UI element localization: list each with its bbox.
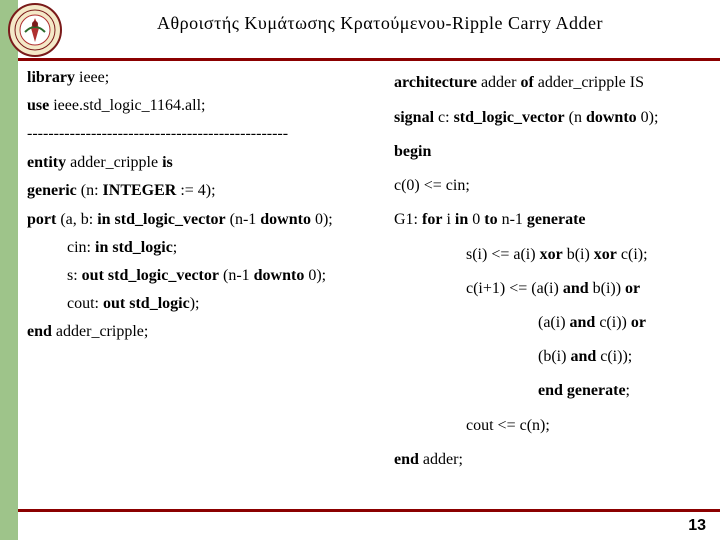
vhdl-keyword: std_logic_vector (114, 211, 226, 228)
code-text: s: (67, 267, 82, 284)
code-text: (n (564, 109, 586, 126)
page-number: 13 (688, 517, 706, 534)
code-text: ; (172, 239, 178, 256)
university-seal-icon (0, 0, 70, 60)
vhdl-keyword: end (27, 323, 52, 340)
vhdl-keyword: std_logic (129, 295, 190, 312)
code-text: cin: (67, 239, 95, 256)
architecture-code-line (538, 313, 646, 333)
architecture-code-line (394, 450, 463, 470)
vhdl-keyword: for (422, 211, 443, 228)
entity-code-line (67, 294, 199, 314)
vhdl-keyword: port (27, 211, 57, 228)
code-text: c: (434, 109, 454, 126)
code-text: (a, b: (56, 211, 98, 228)
architecture-code-line (394, 73, 644, 93)
vhdl-keyword: generate (566, 382, 626, 399)
entity-code-line (67, 238, 177, 258)
code-text: (n-1 (225, 211, 261, 228)
vhdl-keyword: downto (253, 267, 305, 284)
vhdl-keyword: architecture (394, 74, 477, 91)
code-text: n-1 (497, 211, 527, 228)
entity-code-line (27, 210, 333, 230)
vhdl-keyword: std_logic_vector (107, 267, 219, 284)
architecture-code-line (394, 142, 431, 162)
vhdl-keyword: xor (539, 246, 563, 263)
code-text: ); (189, 295, 200, 312)
code-text: adder_cripple (66, 154, 163, 171)
vhdl-keyword: signal (394, 109, 435, 126)
entity-code-line (27, 181, 216, 201)
code-text: c(i)) (595, 314, 631, 331)
vhdl-keyword: generic (27, 182, 77, 199)
vhdl-keyword: std_logic (112, 239, 173, 256)
vhdl-keyword: generate (526, 211, 586, 228)
code-text: c(0) <= cin; (394, 177, 470, 194)
vhdl-keyword: is (162, 154, 173, 171)
vhdl-keyword: of (520, 74, 534, 91)
architecture-code-line (466, 245, 648, 265)
vhdl-keyword: begin (394, 143, 432, 160)
architecture-code-line (466, 279, 640, 299)
code-text: ------------------------------------------------- (27, 125, 289, 142)
code-text: b(i)) (588, 280, 626, 297)
code-text: ieee; (75, 69, 110, 86)
architecture-code-line (538, 381, 630, 401)
code-text: ; (625, 382, 630, 399)
code-text: adder_cripple; (51, 323, 149, 340)
code-text: c(i+1) <= (a(i) (466, 280, 563, 297)
vhdl-keyword: entity (27, 154, 67, 171)
code-text: s(i) <= a(i) (466, 246, 540, 263)
vhdl-keyword: and (562, 280, 589, 297)
code-text: adder_cripple IS (533, 74, 644, 91)
code-text: adder (476, 74, 521, 91)
code-text: i (442, 211, 455, 228)
code-text: G1: (394, 211, 422, 228)
entity-code-line (67, 266, 326, 286)
code-text: 0); (636, 109, 659, 126)
entity-code-line (27, 124, 288, 144)
architecture-code-line (466, 416, 550, 436)
vhdl-keyword: in (95, 239, 109, 256)
code-text: (a(i) (538, 314, 570, 331)
title-divider (18, 58, 720, 61)
vhdl-keyword: downto (585, 109, 637, 126)
code-text: 0 (468, 211, 485, 228)
code-text: (b(i) (538, 348, 571, 365)
footer-divider (18, 509, 720, 512)
entity-code-line (27, 96, 206, 116)
vhdl-keyword: in (454, 211, 469, 228)
vhdl-keyword: out (81, 267, 104, 284)
vhdl-keyword: INTEGER (102, 182, 177, 199)
vhdl-keyword: std_logic_vector (453, 109, 565, 126)
code-text: c(i); (616, 246, 648, 263)
vhdl-keyword: end (538, 382, 563, 399)
vhdl-keyword: and (569, 314, 596, 331)
code-text: cout: (67, 295, 103, 312)
vhdl-keyword: or (625, 280, 641, 297)
code-text: (n-1 (218, 267, 254, 284)
slide-title: Αθροιστής Κυμάτωσης Κρατούμενου-Ripple Carry Adder (156, 13, 604, 33)
vhdl-keyword: use (27, 97, 50, 114)
architecture-code-line (538, 347, 632, 367)
entity-code-line (27, 322, 148, 342)
entity-code-line (27, 153, 173, 173)
code-text: 0); (304, 267, 327, 284)
vhdl-keyword: to (484, 211, 498, 228)
code-text: adder; (418, 451, 463, 468)
vhdl-keyword: and (570, 348, 597, 365)
architecture-code-line (394, 108, 658, 128)
entity-code-line (27, 68, 109, 88)
code-text: 0); (310, 211, 333, 228)
vhdl-keyword: in (97, 211, 111, 228)
vhdl-keyword: library (27, 69, 75, 86)
vhdl-keyword: out (103, 295, 126, 312)
code-text: cout <= c(n); (466, 417, 550, 434)
left-accent-bar (0, 0, 18, 540)
vhdl-keyword: end (394, 451, 419, 468)
code-text: ieee.std_logic_1164.all; (49, 97, 206, 114)
architecture-code-line (394, 210, 586, 230)
code-text: := 4); (176, 182, 216, 199)
vhdl-keyword: or (630, 314, 646, 331)
vhdl-keyword: downto (260, 211, 311, 228)
code-text: c(i)); (596, 348, 633, 365)
code-text: (n: (76, 182, 103, 199)
vhdl-keyword: xor (593, 246, 617, 263)
architecture-code-line (394, 176, 470, 196)
code-text: b(i) (562, 246, 594, 263)
